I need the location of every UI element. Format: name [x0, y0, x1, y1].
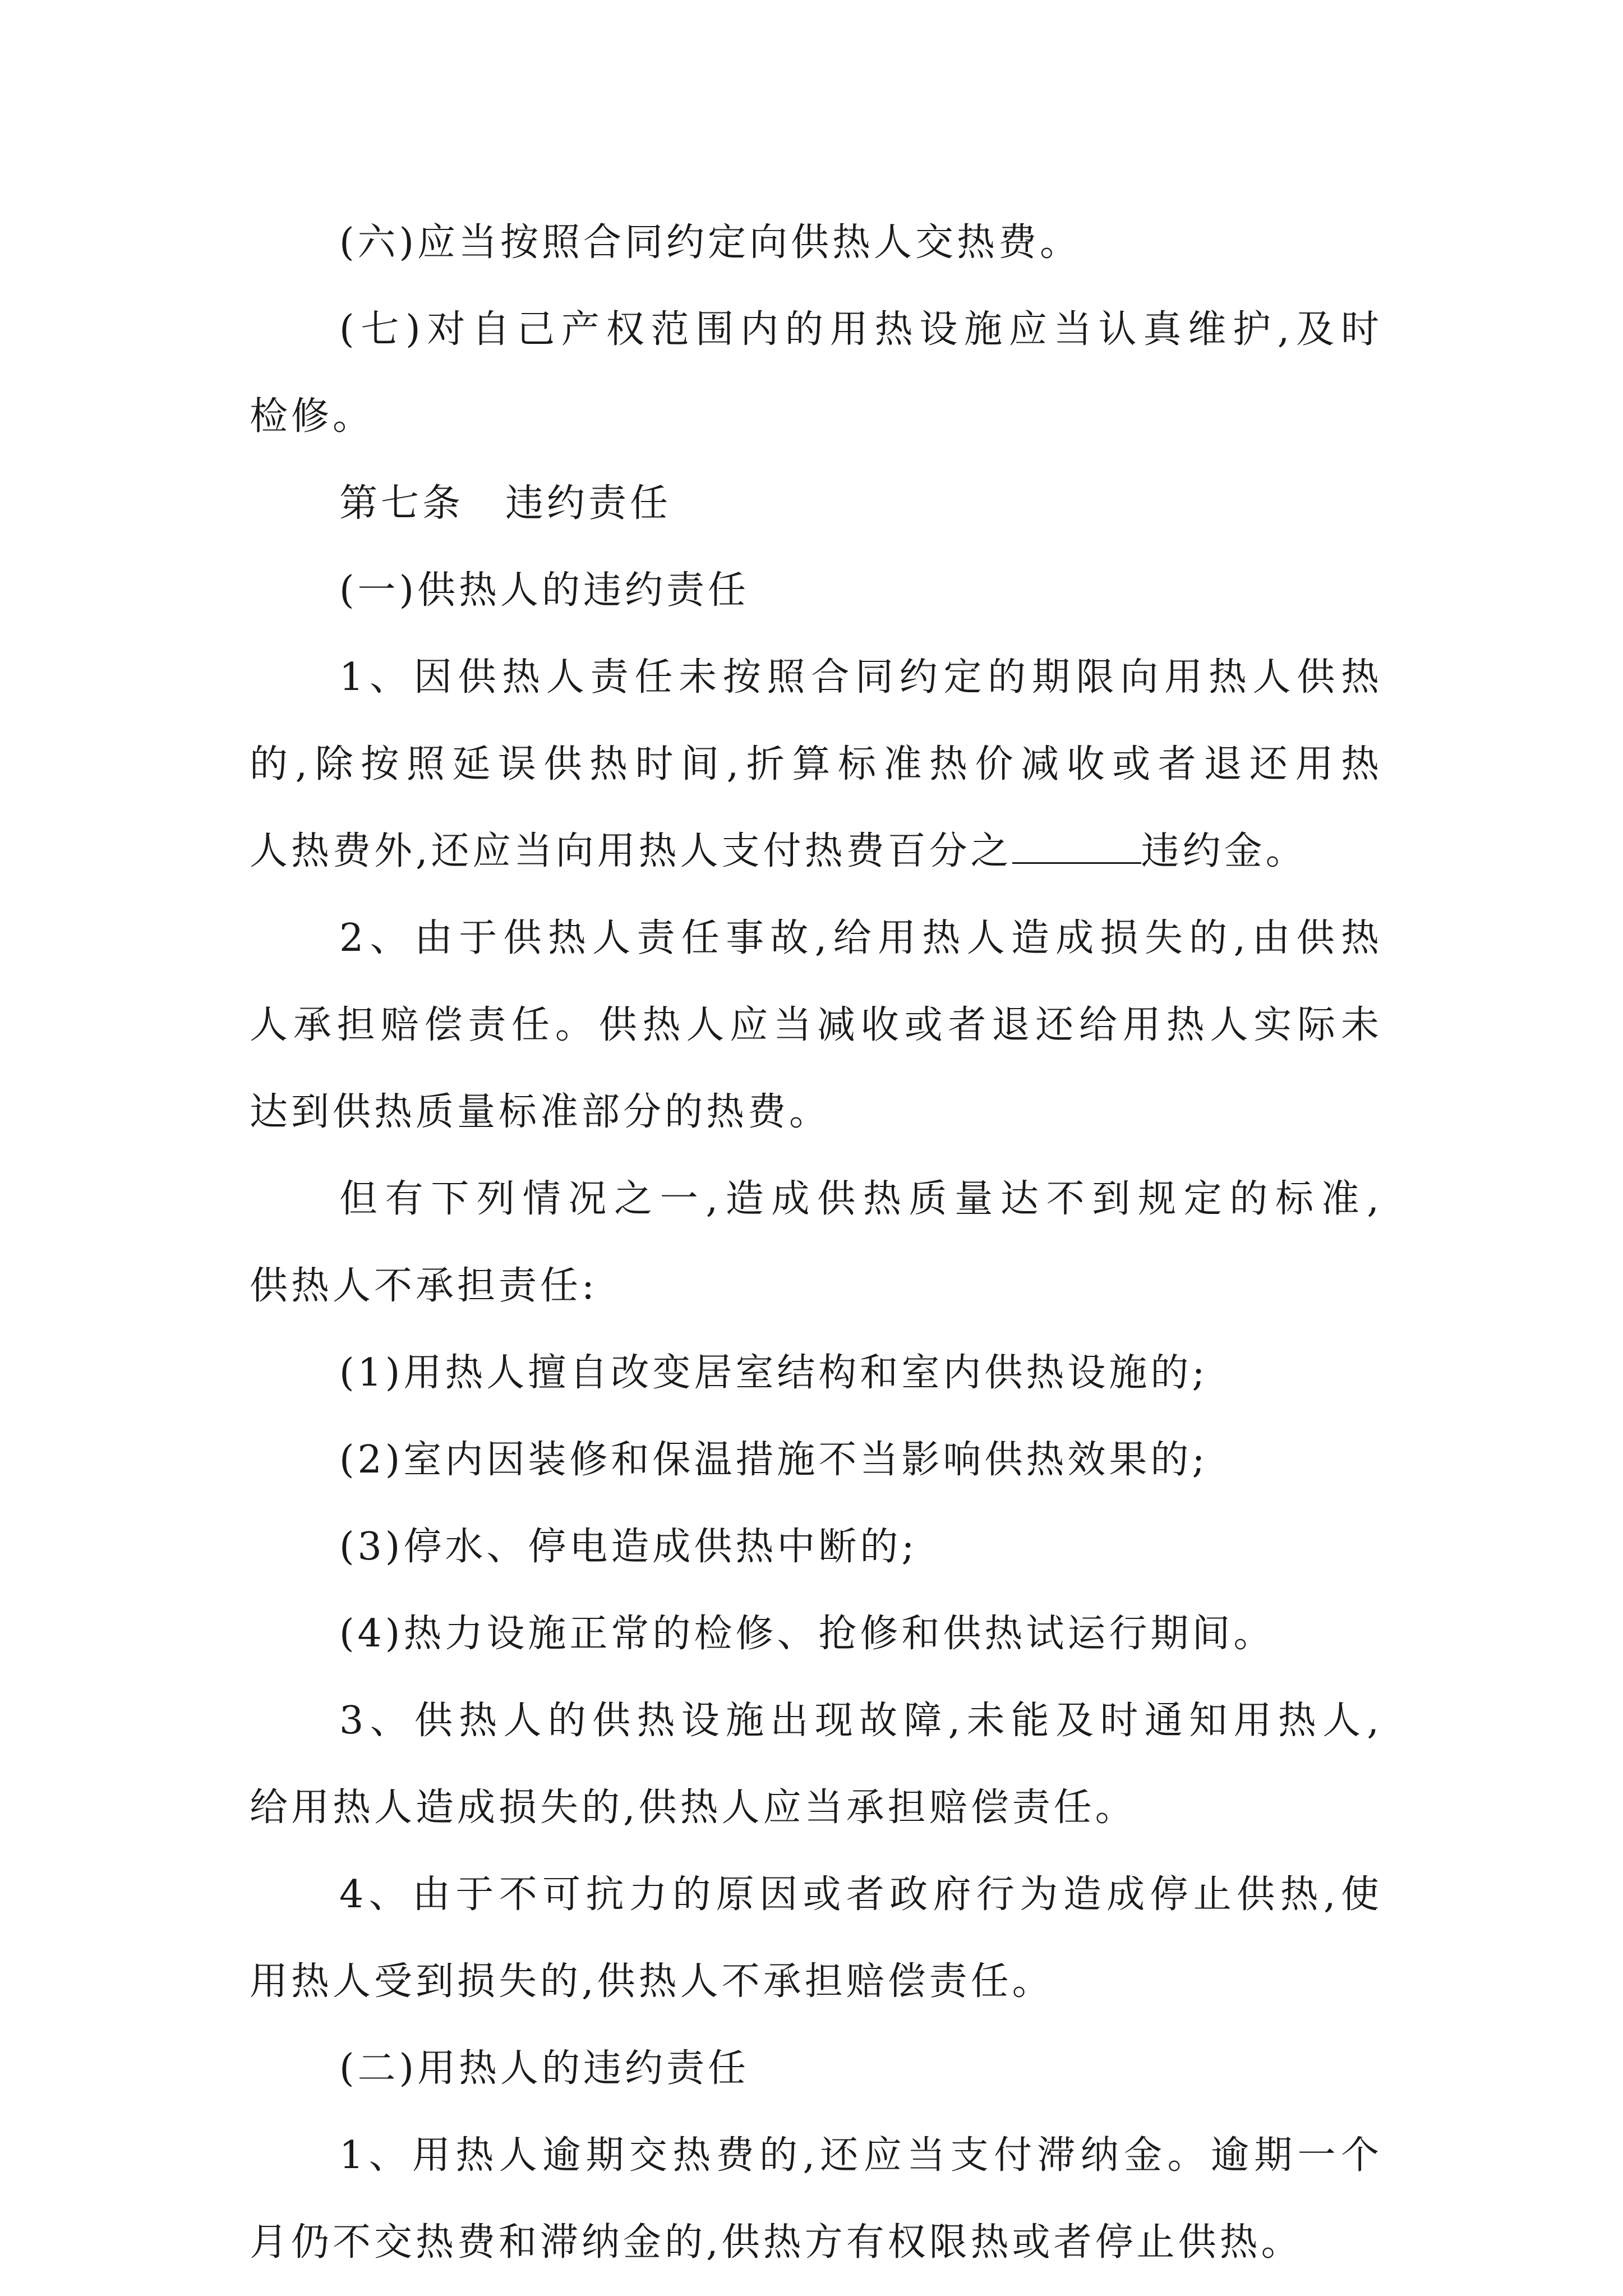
exceptions-intro-line-1: 但有下列情况之一,造成供热质量达不到规定的标准,: [339, 1177, 1382, 1221]
item-one-line-3-end: 违约金。: [1141, 829, 1307, 873]
item-three-line-2: 给用热人造成损失的,供热人应当承担赔偿责任。: [250, 1786, 1137, 1830]
item-one-line-3-text: 人热费外,还应当向用热人支付热费百分之: [250, 829, 1012, 873]
item-one-line-3: [250, 808, 1382, 895]
item-one-line-2: 的,除按照延误供热时间,折算标准热价减收或者退还用热: [250, 742, 1382, 786]
clause-seven-line-2: 检修。: [250, 394, 375, 439]
exception-1: (1)用热人擅自改变居室结构和室内供热设施的;: [339, 1351, 1209, 1395]
article-seven-heading: 第七条 违约责任: [339, 481, 672, 526]
item-two-line-3: 达到供热质量标准部分的热费。: [250, 1090, 831, 1134]
section-one-heading: (一)供热人的违约责任: [339, 568, 750, 613]
exception-3: (3)停水、停电造成供热中断的;: [339, 1525, 918, 1569]
exceptions-intro-line-2: 供热人不承担责任:: [250, 1264, 598, 1308]
exception-2: (2)室内因装修和保温措施不当影响供热效果的;: [339, 1438, 1209, 1482]
clause-seven-line-1: (七)对自己产权范围内的用热设施应当认真维护,及时: [339, 307, 1382, 352]
clause-six: (六)应当按照合同约定向供热人交热费。: [339, 220, 1082, 265]
exception-4: (4)热力设施正常的检修、抢修和供热试运行期间。: [339, 1612, 1275, 1656]
item-three-line-1: 3、供热人的供热设施出现故障,未能及时通知用热人,: [339, 1699, 1382, 1743]
section-two-heading: (二)用热人的违约责任: [339, 2046, 750, 2091]
penalty-percentage-blank: [1012, 829, 1141, 864]
user-item-one-line-2: 月仍不交热费和滞纳金的,供热方有权限热或者停止供热。: [250, 2220, 1303, 2265]
item-one-line-1: 1、因供热人责任未按照合同约定的期限向用热人供热: [339, 655, 1382, 700]
item-four-line-2: 用热人受到损失的,供热人不承担赔偿责任。: [250, 1959, 1054, 2004]
item-four-line-1: 4、由于不可抗力的原因或者政府行为造成停止供热,使: [339, 1872, 1382, 1917]
document-body: [250, 199, 1382, 2286]
item-two-line-2: 人承担赔偿责任。供热人应当减收或者退还给用热人实际未: [250, 1003, 1382, 1047]
user-item-one-line-1: 1、用热人逾期交热费的,还应当支付滞纳金。逾期一个: [339, 2133, 1382, 2178]
item-two-line-1: 2、由于供热人责任事故,给用热人造成损失的,由供热: [339, 916, 1382, 960]
